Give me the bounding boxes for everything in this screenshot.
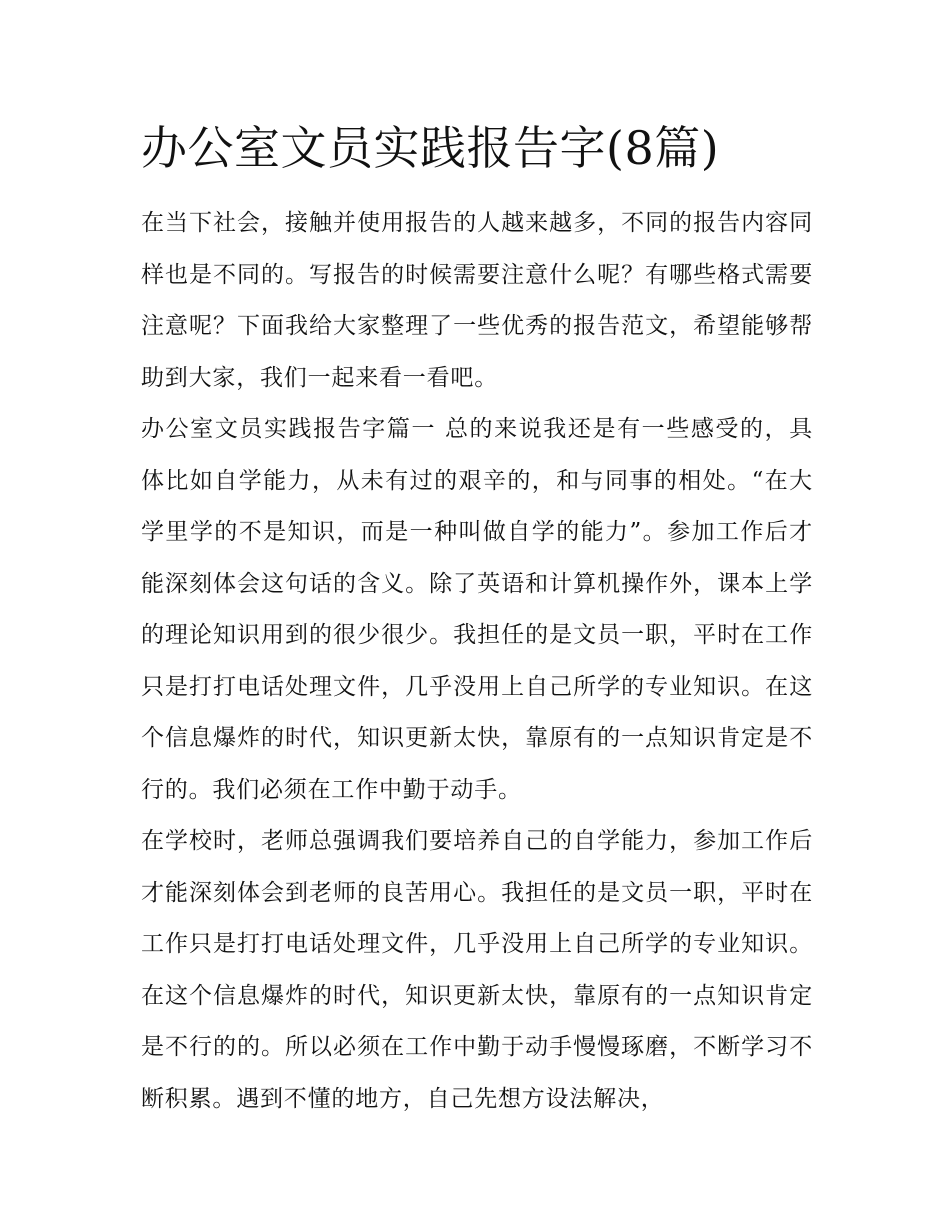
paragraph-intro: 在当下社会，接触并使用报告的人越来越多，不同的报告内容同样也是不同的。写报告的时候需要注意什么呢？有哪些格式需要注意呢？下面我给大家整理了一些优秀的报告范文，希望能够帮助到大家，我们一起来看一看吧。	[141, 210, 813, 391]
document-title: 办公室文员实践报告字(8篇)	[141, 121, 720, 175]
paragraph-school-experience: 在学校时，老师总强调我们要培养自己的自学能力，参加工作后才能深刻体会到老师的良苦用心。我担任的是文员一职，平时在工作只是打打电话处理文件，几乎没用上自己所学的专业知识。在这个信息爆炸的时代，知识更新太快，靠原有的一点知识肯定是不行的的。所以必须在工作中勤于动手慢慢琢磨，不断学习不断积累。遇到不懂的地方，自己先想方设法解决，	[141, 828, 813, 1112]
document-body	[141, 198, 813, 1125]
paragraph-part-one: 办公室文员实践报告字篇一 总的来说我还是有一些感受的，具体比如自学能力，从未有过的艰辛的，和与同事的相处。“在大学里学的不是知识，而是一种叫做自学的能力”。参加工作后才能深刻体会这句话的含义。除了英语和计算机操作外，课本上学的理论知识用到的很少很少。我担任的是文员一职，平时在工作只是打打电话处理文件，几乎没用上自己所学的专业知识。在这个信息爆炸的时代，知识更新太快，靠原有的一点知识肯定是不行的。我们必须在工作中勤于动手。	[141, 416, 813, 803]
